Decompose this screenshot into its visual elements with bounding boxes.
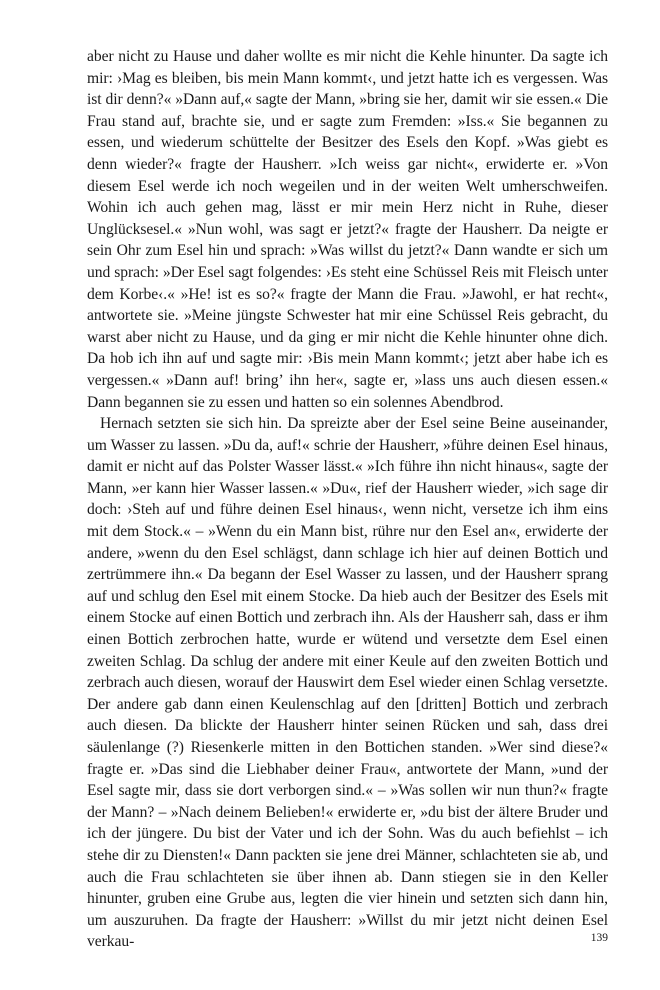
paragraph-2: Hernach setzten sie sich hin. Da spreizte aber der Esel seine Beine auseinander, um Wasser zu lassen. »Du da, auf!« schrie der Hausherr, »führe deinen Esel hinaus, damit er nicht auf das Polster Wasser lässt.« »Ich führe ihn nicht hinaus«, sagte der Mann, »er kann hier Wasser lassen.« »Du«, rief der Hausherr wieder, »ich sage dir doch: ›Steh auf und führe deinen Esel hinaus‹, wenn nicht, versetze ich ihm eins mit dem Stock.« – »Wenn du ein Mann bist, rühre nur den Esel an«, erwiderte der andere, »wenn du den Esel schlägst, dann schlage ich hier auf deinen Bottich und zertrümmere ihn.« Da begann der Esel Wasser zu lassen, und der Hausherr sprang auf und schlug den Esel mit einem Stocke. Da hieb auch der Besitzer des Esels mit einem Stocke auf einen Bottich und zerbrach ihn. Als der Hausherr sah, dass er ihm einen Bottich zerbrochen hatte, wurde er wütend und versetzte dem Esel einen zweiten Schlag. Da schlug der andere mit einer Keule auf den zweiten Bottich und zerbrach auch diesen, worauf der Hauswirt dem Esel wieder einen Schlag versetzte. Der andere gab dann einen Keulenschlag auf den [dritten] Bottich und zerbrach auch diesen. Da blickte der Hausherr hinter seinen Rücken und sah, dass drei säulenlange (?) Riesenkerle mitten in den Bottichen standen. »Wer sind diese?« fragte er. »Das sind die Liebhaber deiner Frau«, antwortete der Mann, »und der Esel sagte mir, dass sie dort verborgen sind.« – »Was sollen wir nun thun?« fragte der Mann? – »Nach deinem Belieben!« erwiderte er, »du bist der ältere Bruder und ich der jüngere. Du bist der Vater und ich der Sohn. Was du auch befiehlst – ich stehe dir zu Diensten!« Dann packten sie jene drei Männer, schlachteten sie ab, und auch die Frau schlachteten sie über ihnen ab. Dann stiegen sie in den Keller hinunter, gruben eine Grube aus, legten die vier hinein und setzten sich dann hin, um auszuruhen. Da fragte der Hausherr: »Willst du mir jetzt nicht deinen Esel verkau- — [87, 415, 608, 951]
paragraph-1: aber nicht zu Hause und daher wollte es mir nicht die Kehle hinunter. Da sagte ich mir: ›Mag es bleiben, bis mein Mann kommt‹, und jetzt hatte ich es vergessen. Was ist dir denn?« »Dann auf,« sagte der Mann, »bring sie her, damit wir sie essen.« Die Frau stand auf, brachte sie, und er sagte zum Fremden: »Iss.« Sie begannen zu essen, und wiederum schüttelte der Besitzer des Esels den Kopf. »Was giebt es denn wieder?« fragte der Hausherr. »Ich weiss gar nicht«, erwiderte er. »Von diesem Esel werde ich noch wegeilen und in der weiten Welt umherschweifen. Wohin ich auch gehen mag, lässt er mir mein Herz nicht in Ruhe, dieser Unglücksesel.« »Nun wohl, was sagt er jetzt?« fragte der Hausherr. Da neigte er sein Ohr zum Esel hin und sprach: »Was willst du jetzt?« Dann wandte er sich um und sprach: »Der Esel sagt folgendes: ›Es steht eine Schüssel Reis mit Fleisch unter dem Korbe‹.« »He! ist es so?« fragte der Mann die Frau. »Jawohl, er hat recht«, antwortete sie. »Meine jüngste Schwester hat mir eine Schüssel Reis gebracht, du warst aber nicht zu Hause, und da ging er mir nicht die Kehle hinunter ohne dich. Da hob ich ihn auf und sagte mir: ›Bis mein Mann kommt‹; jetzt aber habe ich es vergessen.« »Dann auf! bring’ ihn her«, sagte er, »lass uns auch diesen essen.« Dann begannen sie zu essen und hatten so ein solennes Abendbrod. — [87, 48, 608, 411]
page-body — [87, 46, 608, 953]
page-number: 139 — [590, 932, 608, 944]
